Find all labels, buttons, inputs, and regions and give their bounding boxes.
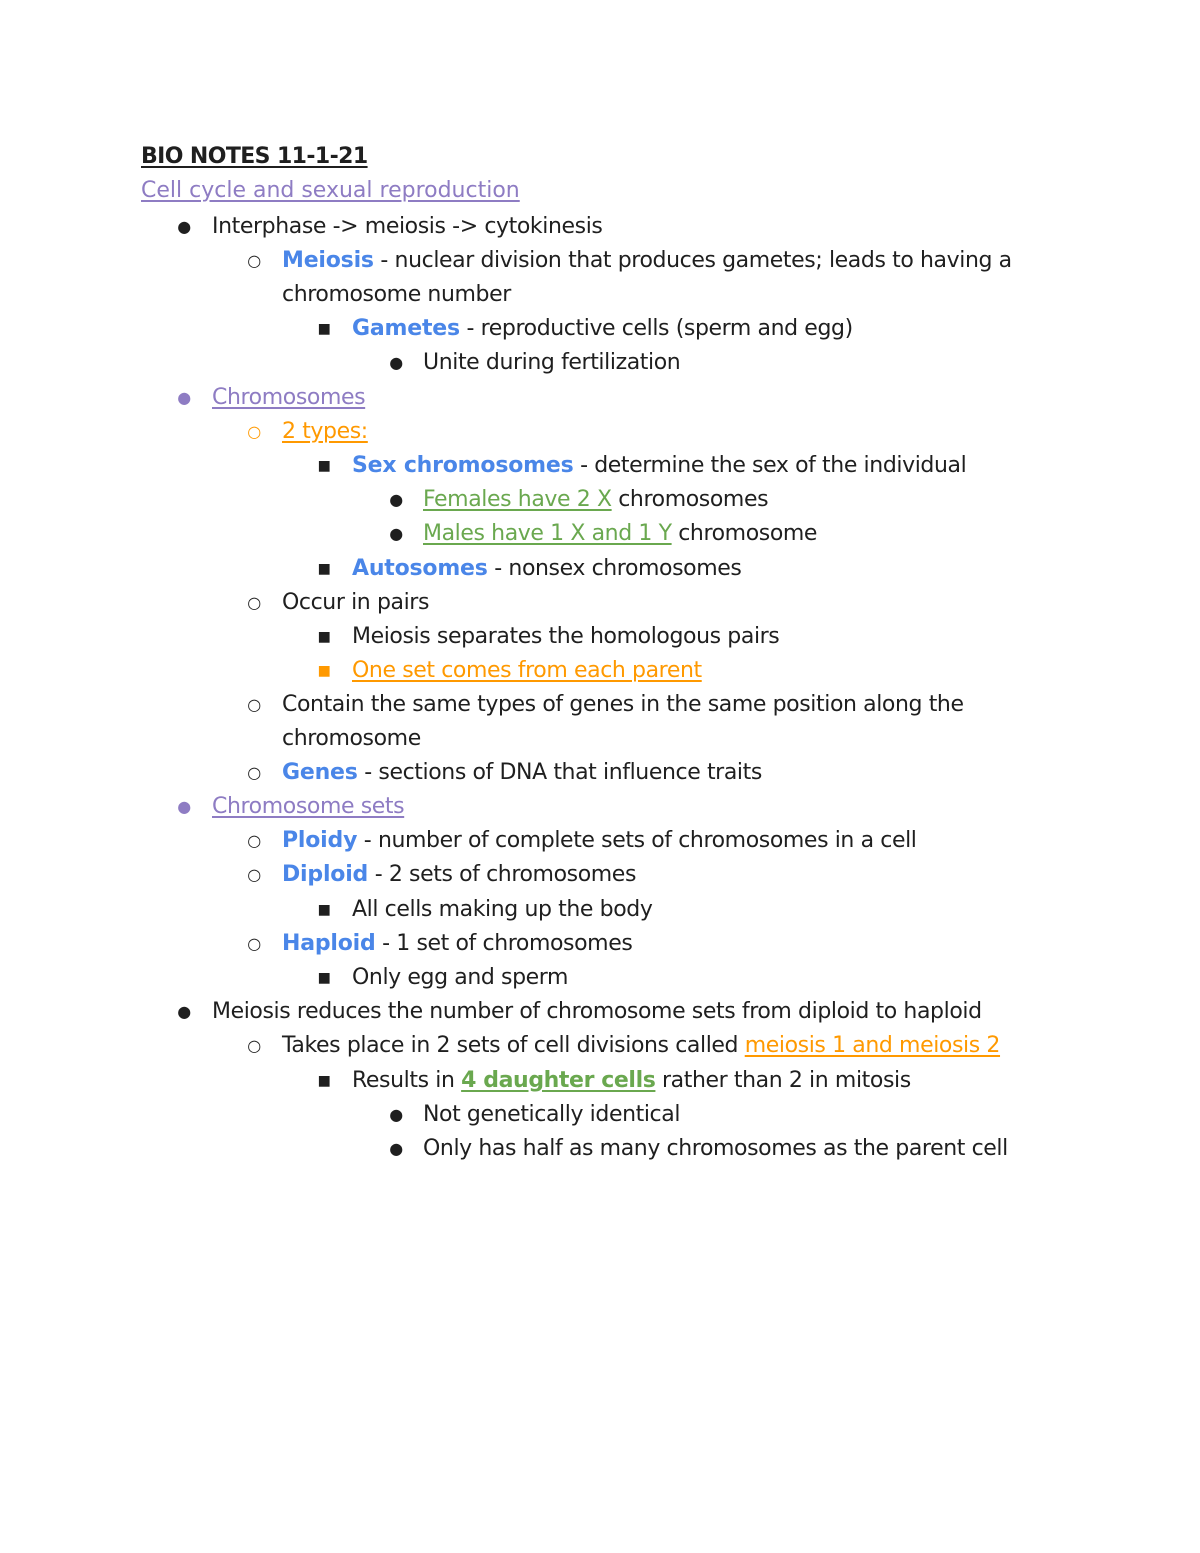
bullet-disc-icon: ●	[177, 217, 191, 236]
bullet-disc-icon: ●	[389, 490, 403, 509]
list-item-text: Not genetically identical	[423, 1102, 681, 1127]
highlight-text: One set comes from each parent	[352, 658, 702, 683]
definition-text: - number of complete sets of chromosomes in a cell	[357, 828, 917, 853]
list-item-text	[282, 858, 636, 892]
highlight-text: Females have 2 X	[423, 487, 612, 512]
list-item-text: All cells making up the body	[352, 897, 653, 922]
list-item-text	[352, 552, 741, 586]
bullet-square-icon: ■	[317, 458, 331, 474]
bullet-square-icon: ■	[317, 970, 331, 986]
definition-text: - 1 set of chromosomes	[375, 931, 633, 956]
list-item-text	[423, 483, 768, 517]
term-gametes: Gametes	[352, 316, 460, 341]
topic-chromosomes: Chromosomes	[212, 385, 366, 410]
bullet-circle-icon: ○	[247, 934, 261, 953]
bullet-disc-icon: ●	[389, 1139, 403, 1158]
bullet-disc-icon: ●	[177, 388, 191, 407]
list-item-text: Unite during fertilization	[423, 350, 681, 375]
bullet-circle-icon: ○	[247, 763, 261, 782]
term-genes: Genes	[282, 760, 358, 785]
definition-text: - reproductive cells (sperm and egg)	[459, 316, 853, 341]
bullet-square-icon: ■	[317, 1073, 331, 1089]
list-item-text	[282, 1029, 1000, 1063]
bullet-disc-icon: ●	[389, 1105, 403, 1124]
list-item-text: Meiosis reduces the number of chromosome sets from diploid to haploid	[212, 999, 982, 1024]
definition-text: - nonsex chromosomes	[487, 556, 742, 581]
list-item-suffix: rather than 2 in mitosis	[655, 1068, 911, 1093]
list-item-text: Only egg and sperm	[352, 965, 569, 990]
section-heading: Cell cycle and sexual reproduction	[141, 178, 520, 203]
definition-text: - sections of DNA that influence traits	[357, 760, 762, 785]
list-item-prefix: Results in	[352, 1068, 462, 1093]
highlight-text: 2 types:	[282, 419, 368, 444]
highlight-text: meiosis 1 and meiosis 2	[744, 1033, 1001, 1058]
list-item-text	[352, 312, 853, 346]
list-item-prefix: Takes place in 2 sets of cell divisions called	[282, 1033, 745, 1058]
bullet-square-icon: ■	[317, 561, 331, 577]
bullet-disc-icon: ●	[177, 797, 191, 816]
list-item-text: Occur in pairs	[282, 590, 430, 615]
definition-text: - determine the sex of the individual	[573, 453, 967, 478]
bullet-circle-icon: ○	[247, 422, 261, 441]
bullet-circle-icon: ○	[247, 831, 261, 850]
bullet-disc-icon: ●	[389, 524, 403, 543]
list-item-text: Interphase -> meiosis -> cytokinesis	[212, 214, 603, 239]
term-ploidy: Ploidy	[282, 828, 358, 853]
highlight-text: Males have 1 X and 1 Y	[423, 521, 672, 546]
bullet-circle-icon: ○	[247, 593, 261, 612]
bullet-square-icon: ■	[317, 663, 331, 679]
list-item-text	[423, 517, 817, 551]
bullet-circle-icon: ○	[247, 695, 261, 714]
bullet-circle-icon: ○	[247, 251, 261, 270]
term-meiosis: Meiosis	[282, 248, 374, 273]
topic-chromosome-sets: Chromosome sets	[212, 794, 405, 819]
list-item-text	[282, 824, 917, 858]
bullet-circle-icon: ○	[247, 865, 261, 884]
bullet-disc-icon: ●	[177, 1002, 191, 1021]
list-item-text	[282, 756, 762, 790]
highlight-text: 4 daughter cells	[461, 1068, 656, 1093]
list-item-suffix: chromosome	[671, 521, 818, 546]
list-item-text	[282, 244, 1012, 278]
list-item-text: chromosome	[282, 726, 421, 751]
bullet-square-icon: ■	[317, 629, 331, 645]
definition-text: - nuclear division that produces gametes; leads to having a	[373, 248, 1012, 273]
bullet-circle-icon: ○	[247, 1036, 261, 1055]
definition-text: - 2 sets of chromosomes	[368, 862, 637, 887]
term-autosomes: Autosomes	[352, 556, 488, 581]
list-item-text: Contain the same types of genes in the same position along the	[282, 692, 964, 717]
list-item-text: chromosome number	[282, 282, 511, 307]
list-item-suffix: chromosomes	[611, 487, 769, 512]
list-item-text: Meiosis separates the homologous pairs	[352, 624, 780, 649]
term-sex-chromosomes: Sex chromosomes	[352, 453, 574, 478]
document-title: BIO NOTES 11-1-21	[141, 144, 368, 169]
term-diploid: Diploid	[282, 862, 369, 887]
list-item-text	[282, 927, 632, 961]
bullet-square-icon: ■	[317, 902, 331, 918]
term-haploid: Haploid	[282, 931, 376, 956]
list-item-text	[352, 1064, 911, 1098]
list-item-text: Only has half as many chromosomes as the parent cell	[423, 1136, 1008, 1161]
list-item-text	[352, 449, 966, 483]
bullet-disc-icon: ●	[389, 353, 403, 372]
bullet-square-icon: ■	[317, 321, 331, 337]
